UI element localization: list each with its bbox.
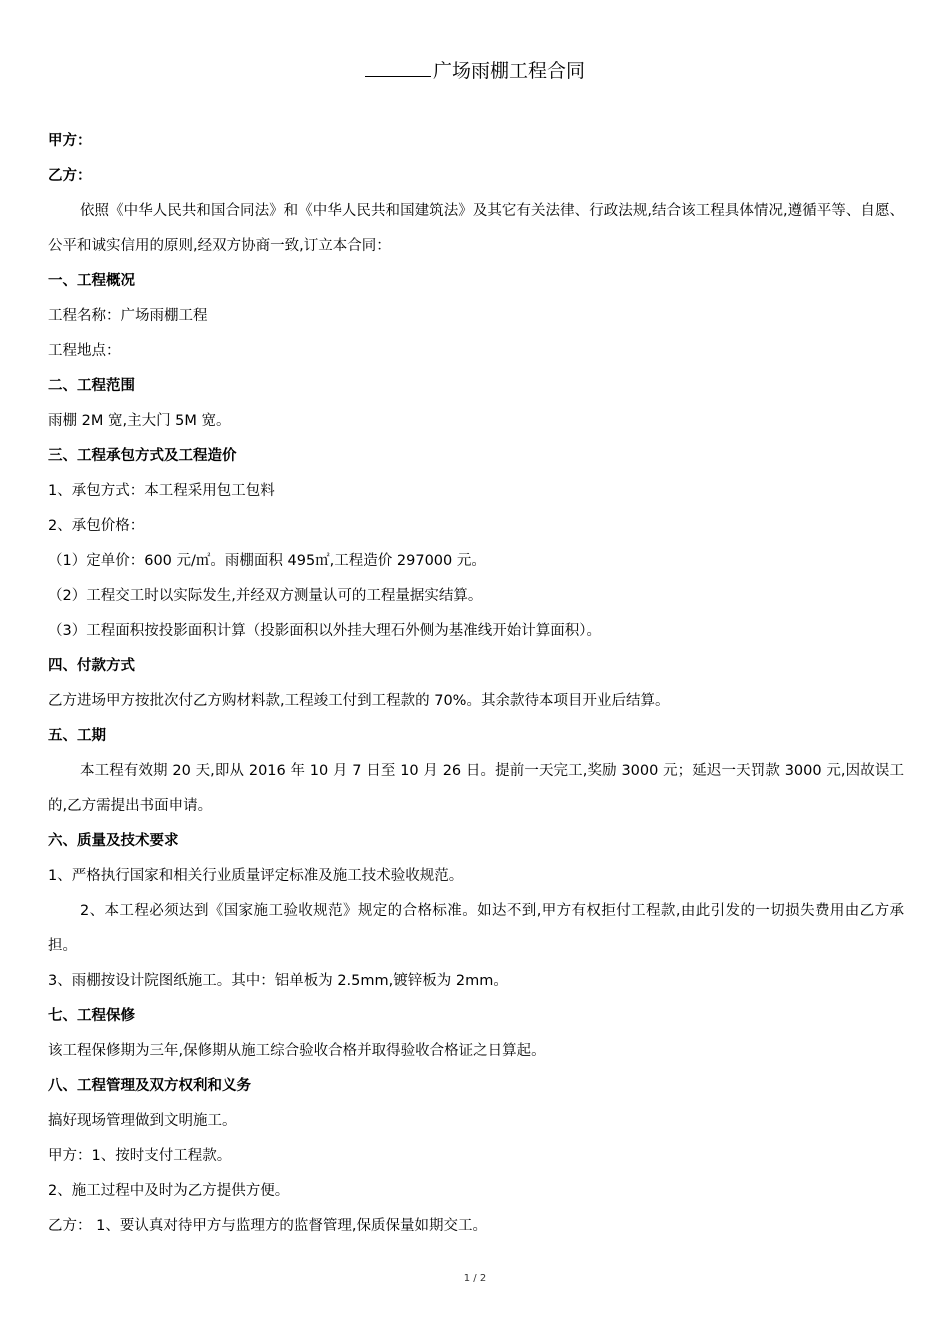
party-a-label: 甲方： [48,133,92,149]
contract-title-text: 广场雨棚工程合同 [432,60,585,82]
payment-text: 乙方进场甲方按批次付乙方购材料款,工程竣工付到工程款的 70%。其余款待本项目开业后结算。 [48,693,670,709]
party-b-duty-1: 乙方： 1、要认真对待甲方与监理方的监督管理,保质保量如期交工。 [48,1218,487,1234]
contract-price-item: 2、承包价格： [48,518,145,534]
quality-item-1: 1、严格执行国家和相关行业质量评定标准及施工技术验收规范。 [48,868,464,884]
section-3-heading: 三、工程承包方式及工程造价 [48,448,237,464]
section-6-heading: 六、质量及技术要求 [48,833,179,849]
settlement-subitem: （2）工程交工时以实际发生,并经双方测量认可的工程量据实结算。 [48,588,483,604]
section-4-heading: 四、付款方式 [48,658,135,674]
schedule-text: 本工程有效期 20 天,即从 2016 年 10 月 7 日至 10 月 26 日。提前一天完工,奖励 3000 元；延迟一天罚款 3000 元,因故误工的,乙方需提出书面申请。 [48,763,904,814]
site-management-text: 搞好现场管理做到文明施工。 [48,1113,237,1129]
section-1-heading: 一、工程概况 [48,273,135,289]
quality-item-3: 3、雨棚按设计院图纸施工。其中：铝单板为 2.5mm,镀锌板为 2mm。 [48,973,508,989]
unit-price-subitem: （1）定单价：600 元/㎡。雨棚面积 495㎡,工程造价 297000 元。 [48,553,486,569]
project-name-line: 工程名称：广场雨棚工程 [48,308,208,324]
section-7-heading: 七、工程保修 [48,1008,135,1024]
preamble-paragraph: 依照《中华人民共和国合同法》和《中华人民共和国建筑法》及其它有关法律、行政法规,结合该工程具体情况,遵循平等、自愿、公平和诚实信用的原则,经双方协商一致,订立本合同： [48,203,904,254]
party-a-duty-2: 2、施工过程中及时为乙方提供方便。 [48,1183,290,1199]
contract-title [0,58,950,84]
quality-item-2: 2、本工程必须达到《国家施工验收规范》规定的合格标准。如达不到,甲方有权拒付工程款,由此引发的一切损失费用由乙方承担。 [48,903,904,954]
section-8-heading: 八、工程管理及双方权利和义务 [48,1078,251,1094]
scope-text: 雨棚 2M 宽,主大门 5M 宽。 [48,413,231,429]
party-a-duty-1: 甲方：1、按时支付工程款。 [48,1148,232,1164]
title-blank-underline [365,58,431,77]
section-2-heading: 二、工程范围 [48,378,135,394]
contract-method-item: 1、承包方式：本工程采用包工包料 [48,483,275,499]
page-indicator: 1 / 2 [463,1273,487,1284]
party-b-label: 乙方： [48,168,92,184]
area-calc-subitem: （3）工程面积按投影面积计算（投影面积以外挂大理石外侧为基准线开始计算面积）。 [48,623,601,639]
contract-body [48,124,904,1244]
project-location-line: 工程地点： [48,343,121,359]
section-5-heading: 五、工期 [48,728,106,744]
warranty-text: 该工程保修期为三年,保修期从施工综合验收合格并取得验收合格证之日算起。 [48,1043,546,1059]
